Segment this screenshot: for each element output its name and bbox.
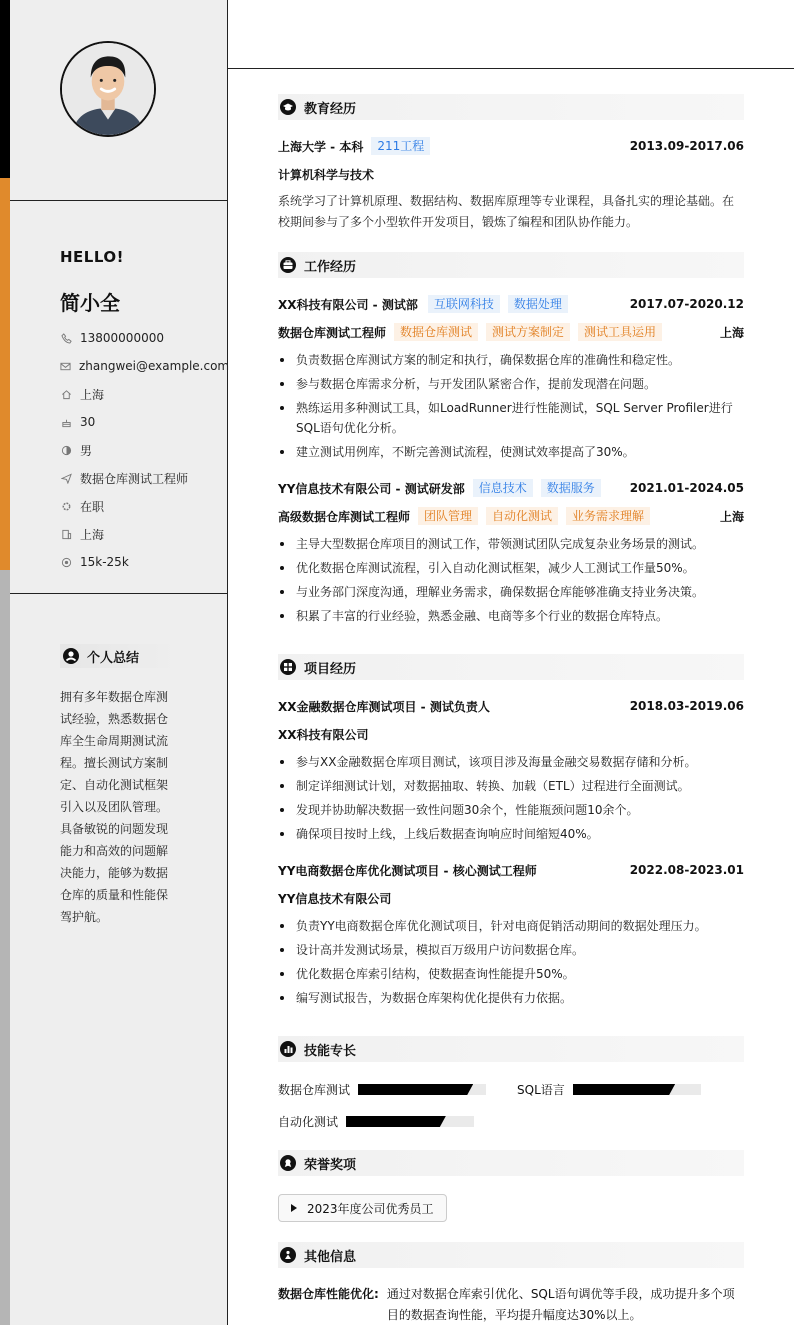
mail-icon <box>60 360 71 372</box>
job-company: XX科技有限公司 - 测试部 <box>278 297 418 312</box>
job-block <box>278 294 744 466</box>
job-skill-tag: 业务需求理解 <box>566 507 650 525</box>
list-item: 参与数据仓库需求分析，与开发团队紧密合作，提前发现潜在问题。 <box>278 374 744 394</box>
job-bullets <box>278 350 744 462</box>
briefcase-icon <box>280 257 296 273</box>
sidebar-stripe-orange <box>0 178 10 570</box>
skill-bar <box>346 1116 474 1127</box>
summary-header <box>60 644 178 668</box>
list-item: 优化数据仓库索引结构，使数据查询性能提升50%。 <box>278 964 744 984</box>
job-skill-tag: 测试方案制定 <box>486 323 570 341</box>
project-company: XX科技有限公司 <box>278 727 369 742</box>
info-status <box>60 492 225 520</box>
work-header <box>278 252 744 278</box>
building-icon <box>60 528 72 540</box>
skill-bar <box>573 1084 701 1095</box>
list-item: 编写测试报告，为数据仓库架构优化提供有力依据。 <box>278 988 744 1008</box>
list-item: 熟练运用多种测试工具，如LoadRunner进行性能测试，SQL Server Profiler进行SQL语句优化分析。 <box>278 398 744 438</box>
skill-name: 自动化测试 <box>278 1115 339 1129</box>
other-value: 通过对数据仓库索引优化、SQL语句调优等手段，成功提升多个项目的数据查询性能，平均提升幅度达30%以上。 <box>386 1287 735 1322</box>
graduation-cap-icon <box>280 99 296 115</box>
project-block <box>278 860 744 1012</box>
project-company: YY信息技术有限公司 <box>278 891 392 906</box>
list-item: 主导大型数据仓库项目的测试工作，带领测试团队完成复杂业务场景的测试。 <box>278 534 744 554</box>
work-title: 工作经历 <box>304 259 357 275</box>
info-position <box>60 464 225 492</box>
gender-text: 男 <box>80 443 93 458</box>
phone-icon <box>60 332 72 344</box>
job-date: 2017.07-2020.12 <box>629 297 744 311</box>
position-text: 数据仓库测试工程师 <box>80 471 189 486</box>
info-salary <box>60 548 225 576</box>
job-tag: 数据处理 <box>508 295 568 313</box>
list-item: 与业务部门深度沟通，理解业务需求，确保数据仓库能够准确支持业务决策。 <box>278 582 744 602</box>
list-item: 建立测试用例库，不断完善测试流程，使测试效率提高了30%。 <box>278 442 744 462</box>
job-role: 数据仓库测试工程师 <box>278 325 387 340</box>
skill-bar-fill <box>346 1116 446 1127</box>
project-bullets <box>278 752 744 844</box>
list-item: 制定详细测试计划，对数据抽取、转换、加载（ETL）过程进行全面测试。 <box>278 776 744 796</box>
awards-title: 荣誉奖项 <box>304 1157 357 1173</box>
school-tag: 211工程 <box>371 137 430 155</box>
job-skill-tag: 自动化测试 <box>486 507 558 525</box>
project-date: 2022.08-2023.01 <box>629 863 744 877</box>
list-item: 负责数据仓库测试方案的制定和执行，确保数据仓库的准确性和稳定性。 <box>278 350 744 370</box>
job-skill-tag: 团队管理 <box>418 507 478 525</box>
sidebar-stripe-black <box>0 0 10 178</box>
skills-title: 技能专长 <box>304 1043 357 1059</box>
avatar-portrait-icon <box>62 43 154 135</box>
job-company: YY信息技术有限公司 - 测试研发部 <box>278 481 465 496</box>
projects-title: 项目经历 <box>304 661 357 677</box>
project-company-row <box>278 724 744 744</box>
skill-name: 数据仓库测试 <box>278 1083 351 1097</box>
location-text: 上海 <box>80 387 105 402</box>
job-tag: 互联网科技 <box>428 295 500 313</box>
info-email <box>60 352 230 380</box>
job-block <box>278 478 744 630</box>
education-row <box>278 136 744 156</box>
major: 计算机科学与技术 <box>278 167 375 182</box>
skill-bar-fill <box>358 1084 473 1095</box>
play-triangle-icon <box>291 1204 297 1212</box>
status-text: 在职 <box>80 499 105 514</box>
header-divider <box>228 68 794 69</box>
other-header <box>278 1242 744 1268</box>
skill-bar <box>358 1084 486 1095</box>
list-item: 优化数据仓库测试流程，引入自动化测试框架，减少人工测试工作量50%。 <box>278 558 744 578</box>
project-name-row <box>278 696 744 716</box>
summary-title: 个人总结 <box>87 650 140 666</box>
other-title: 其他信息 <box>304 1249 357 1265</box>
gear-icon <box>60 500 72 512</box>
job-role-row <box>278 506 744 526</box>
age-text: 30 <box>80 415 96 429</box>
bar-chart-icon <box>280 1041 296 1057</box>
job-skill-tag: 测试工具运用 <box>578 323 662 341</box>
list-item: 负责YY电商数据仓库优化测试项目，针对电商促销活动期间的数据处理压力。 <box>278 916 744 936</box>
project-name: XX金融数据仓库测试项目 - 测试负责人 <box>278 699 490 714</box>
list-item: 积累了丰富的行业经验，熟悉金融、电商等多个行业的数据仓库特点。 <box>278 606 744 626</box>
school-name: 上海大学 - 本科 <box>278 139 364 154</box>
other-info <box>278 1284 744 1325</box>
list-item: 设计高并发测试场景，模拟百万级用户访问数据仓库。 <box>278 940 744 960</box>
info-gender <box>60 436 225 464</box>
info-location <box>60 380 225 408</box>
project-name-row <box>278 860 744 880</box>
sidebar-divider <box>10 200 228 201</box>
other-key: 数据仓库性能优化: <box>278 1287 379 1301</box>
major-row <box>278 164 744 184</box>
avatar <box>60 41 156 137</box>
sidebar-stripe-grey <box>0 570 10 1325</box>
job-date: 2021.01-2024.05 <box>629 481 744 495</box>
list-item: 发现并协助解决数据一致性问题30余个，性能瓶颈问题10余个。 <box>278 800 744 820</box>
sidebar-divider <box>10 593 228 594</box>
education-date: 2013.09-2017.06 <box>629 139 744 153</box>
phone-text: 13800000000 <box>80 331 164 345</box>
skill-item <box>278 1081 486 1098</box>
project-date: 2018.03-2019.06 <box>629 699 744 713</box>
project-company-row <box>278 888 744 908</box>
project-bullets <box>278 916 744 1008</box>
sidebar <box>0 0 228 1325</box>
project-block <box>278 696 744 848</box>
skill-name: SQL语言 <box>517 1083 565 1097</box>
skill-bar-fill <box>573 1084 675 1095</box>
info-target-city <box>60 520 225 548</box>
education-block <box>278 136 744 233</box>
project-name: YY电商数据仓库优化测试项目 - 核心测试工程师 <box>278 863 537 878</box>
projects-header <box>278 654 744 680</box>
skill-item <box>517 1081 701 1098</box>
job-skill-tag: 数据仓库测试 <box>394 323 478 341</box>
list-item: 参与XX金融数据仓库项目测试，该项目涉及海量金融交易数据存储和分析。 <box>278 752 744 772</box>
user-icon <box>63 648 79 664</box>
job-tag: 数据服务 <box>541 479 601 497</box>
job-tag: 信息技术 <box>473 479 533 497</box>
skill-item <box>278 1113 474 1130</box>
award-icon <box>280 1155 296 1171</box>
job-role-row <box>278 322 744 342</box>
coin-icon <box>60 556 72 568</box>
candidate-name: 简小全 <box>60 291 120 315</box>
info-age <box>60 408 225 436</box>
salary-text: 15k-25k <box>80 555 129 569</box>
gender-icon <box>60 444 72 456</box>
summary-text: 拥有多年数据仓库测试经验，熟悉数据仓库全生命周期测试流程。擅长测试方案制定、自动化测试框架引入以及团队管理。具备敏锐的问题发现能力和高效的问题解决能力，能够为数据仓库的质量和性能保驾护航。 <box>60 690 169 924</box>
grid-icon <box>280 659 296 675</box>
home-icon <box>60 388 72 400</box>
list-item: 确保项目按时上线，上线后数据查询响应时间缩短40%。 <box>278 824 744 844</box>
job-bullets <box>278 534 744 626</box>
skills-header <box>278 1036 744 1062</box>
job-company-row <box>278 294 744 314</box>
job-company-row <box>278 478 744 498</box>
email-text: zhangwei@example.com <box>79 359 230 373</box>
job-role: 高级数据仓库测试工程师 <box>278 509 411 524</box>
contact-info <box>60 324 230 576</box>
education-title: 教育经历 <box>304 101 357 117</box>
education-header <box>278 94 744 120</box>
send-icon <box>60 472 72 484</box>
awards-header <box>278 1150 744 1176</box>
cake-icon <box>60 416 72 428</box>
job-city: 上海 <box>719 325 744 340</box>
job-city: 上海 <box>719 509 744 524</box>
award-item[interactable] <box>278 1194 447 1222</box>
info-icon <box>280 1247 296 1263</box>
greeting: HELLO! <box>60 248 124 266</box>
award-text: 2023年度公司优秀员工 <box>307 1201 434 1216</box>
target-city-text: 上海 <box>80 527 105 542</box>
education-desc: 系统学习了计算机原理、数据结构、数据库原理等专业课程，具备扎实的理论基础。在校期间参与了多个小型软件开发项目，锻炼了编程和团队协作能力。 <box>278 194 735 229</box>
info-phone <box>60 324 225 352</box>
